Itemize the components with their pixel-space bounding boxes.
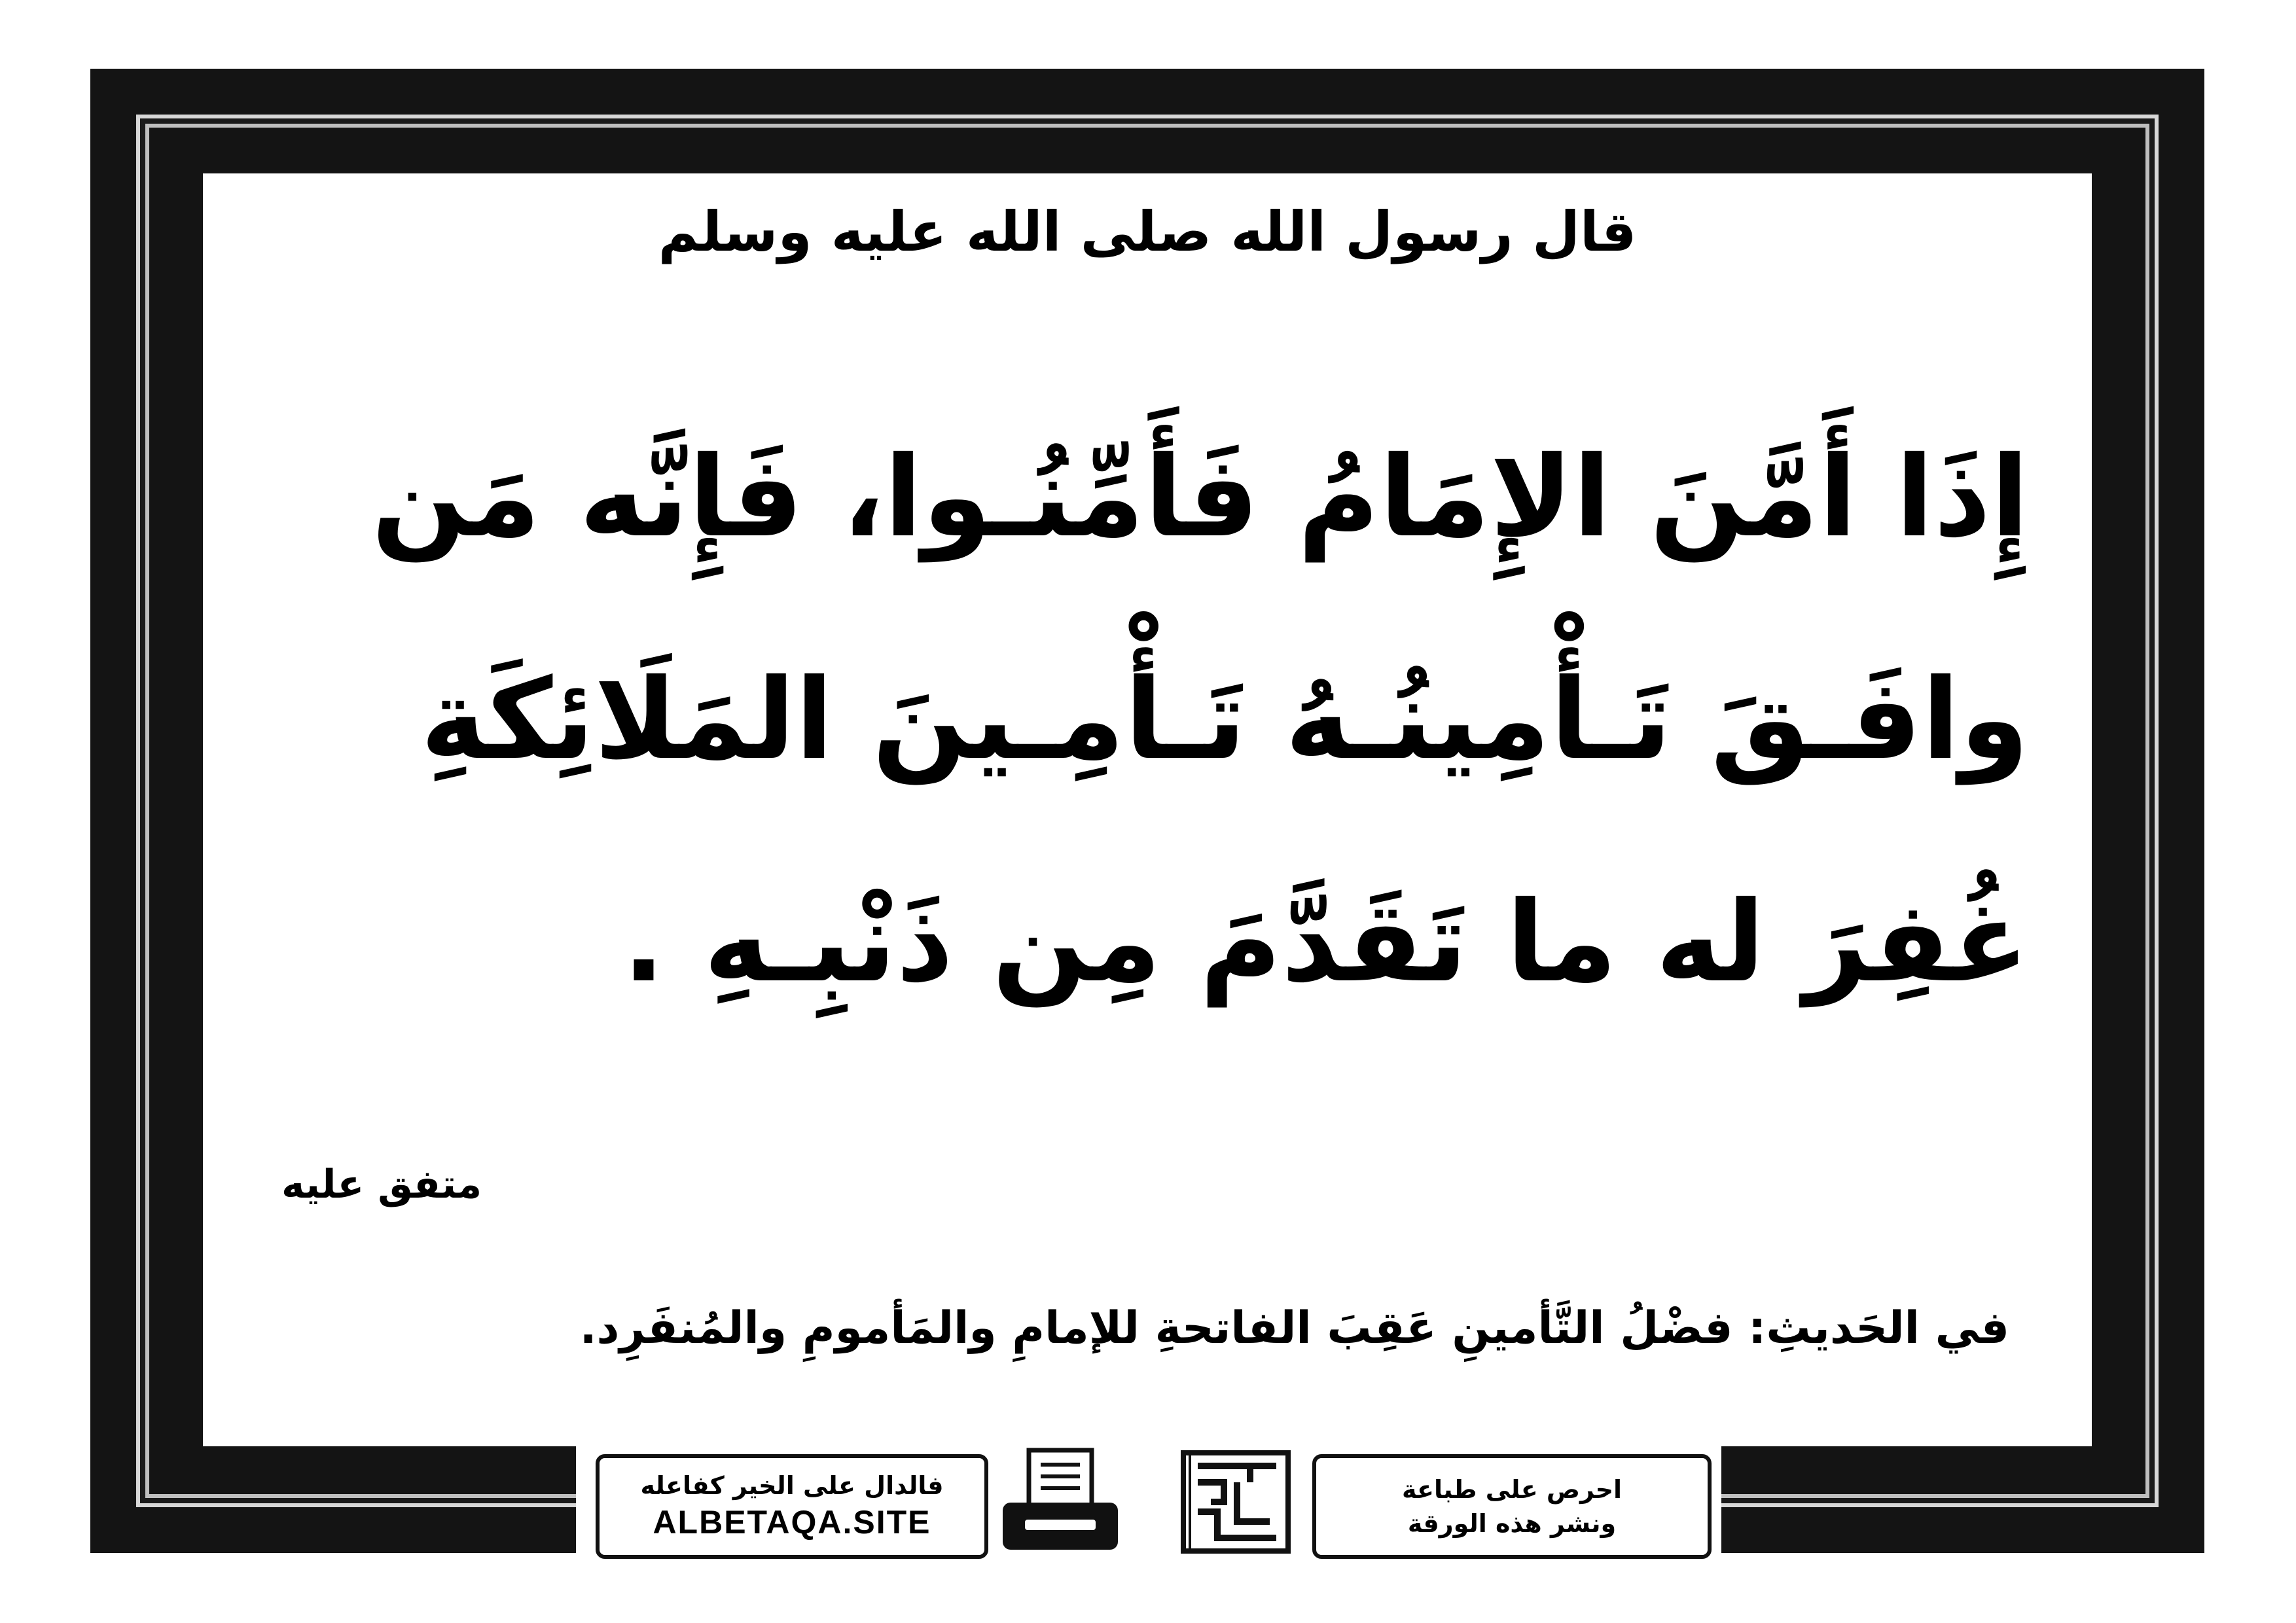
hadith-line-1: إِذَا أَمَّنَ الإِمَامُ فَأَمِّنُـوا، فَإِنَّه مَن [371, 433, 2029, 562]
printer-icon [995, 1446, 1126, 1558]
hadith-explanation: في الحَديثِ: فضْلُ التَّأمينِ عَقِبَ الفاتحةِ للإمامِ والمَأمومِ والمُنفَرِد. [579, 1302, 2009, 1354]
footer-slogan: فالدال على الخير كفاعله [640, 1471, 944, 1500]
footer-site-box [596, 1454, 988, 1559]
hadith-line-3: غُفِرَ له ما تَقَدَّمَ مِن ذَنْبِـهِ . [622, 878, 2029, 1007]
hadith-line-2: وافَـقَ تَـأْمِينُـهُ تَـأْمِـينَ المَلَائِكَةِ [420, 655, 2029, 785]
footer-site-link[interactable]: ALBETAQA.SITE [653, 1504, 931, 1541]
footer-print-line-1: احرص على طباعة [1401, 1475, 1623, 1504]
intro-text: قال رسول الله صلى الله عليه وسلم [658, 200, 1637, 264]
footer-print-box [1312, 1454, 1712, 1559]
footer-print-line-2: ونشر هذه الورقة [1407, 1509, 1617, 1538]
hadith-source: متفق عليه [281, 1162, 482, 1207]
publisher-logo [1172, 1446, 1302, 1558]
hadith-text [275, 386, 2029, 1054]
